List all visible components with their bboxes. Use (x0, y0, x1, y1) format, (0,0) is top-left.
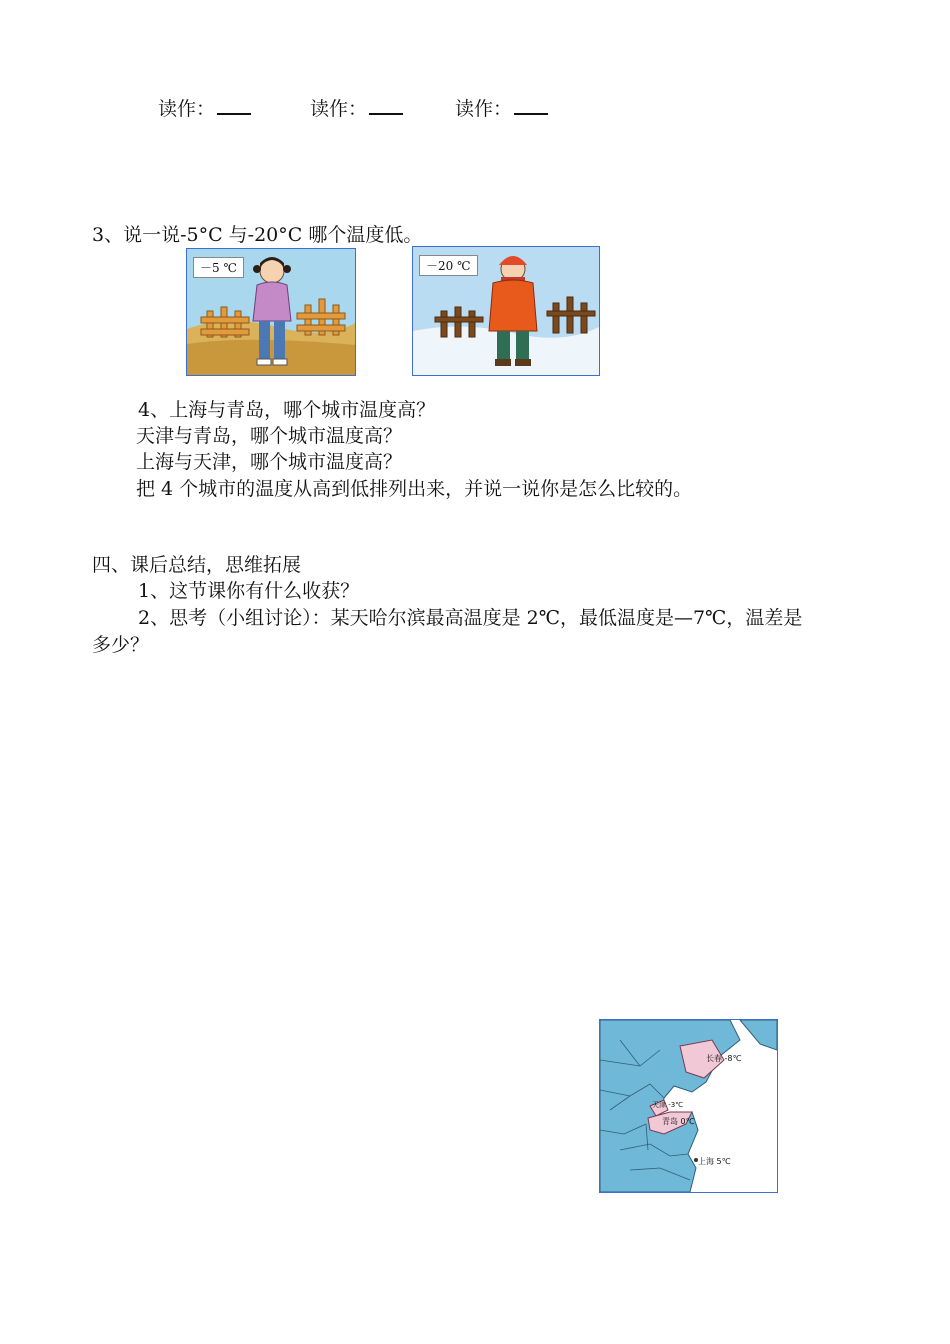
section-4-item-2-continued: 多少？ (92, 634, 150, 656)
answer-blank[interactable] (217, 97, 251, 115)
answer-blank[interactable] (369, 97, 403, 115)
section-4-item-2: 2、思考（小组讨论）：某天哈尔滨最高温度是 2℃，最低温度是—7℃，温差是 (138, 607, 803, 629)
map-icon (600, 1020, 777, 1192)
answer-blank[interactable] (514, 97, 548, 115)
reading-label: 读作： (158, 98, 216, 120)
question-4-line-1: 4、上海与青岛，哪个城市温度高？ (138, 399, 436, 421)
reading-label: 读作： (455, 98, 513, 120)
map-label-qingdao: 青岛 0℃ (662, 1117, 695, 1126)
question-4-line-4: 把 4 个城市的温度从高到低排列出来，并说一说你是怎么比较的。 (136, 478, 693, 500)
reading-blank-1 (158, 94, 251, 121)
girl-minus-5-picture (186, 248, 356, 376)
map-label-changchun: 长春 -8℃ (706, 1054, 742, 1063)
child-minus-20-picture (412, 246, 600, 376)
question-4-line-3: 上海与天津，哪个城市温度高？ (136, 451, 403, 473)
temperature-tag: －5 ℃ (193, 257, 244, 278)
map-label-tianjin: 天津 -3℃ (652, 1101, 684, 1109)
temperature-tag: －20 ℃ (419, 255, 478, 276)
question-4-line-2: 天津与青岛，哪个城市温度高？ (136, 425, 403, 447)
map-label-shanghai: 上海 5℃ (698, 1157, 731, 1166)
reading-blank-3 (455, 94, 548, 121)
section-4-title: 四、课后总结，思维拓展 (92, 554, 302, 576)
city-temperature-map (599, 1019, 778, 1193)
reading-blank-2 (310, 94, 403, 121)
question-3: 3、说一说-5°C 与-20°C 哪个温度低。 (92, 224, 423, 246)
section-4-item-1: 1、这节课你有什么收获？ (138, 580, 360, 602)
reading-label: 读作： (310, 98, 368, 120)
